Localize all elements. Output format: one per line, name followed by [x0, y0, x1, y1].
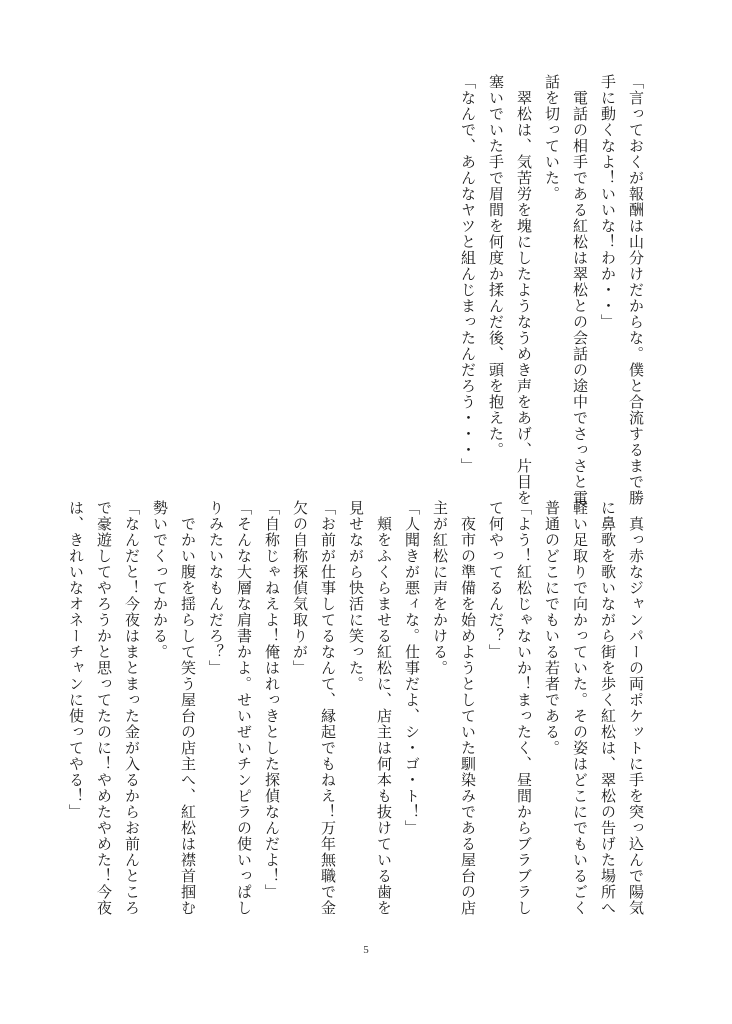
text-line: 欠の自称探偵気取りが」	[291, 500, 309, 676]
text-line: 「そんな大層な肩書かよ。せいぜいチンピラの使いっぱし	[235, 500, 253, 916]
text-line: 頬をふくらませる紅松に、店主は何本も抜けている歯を	[375, 500, 393, 916]
text-line: 真っ赤なジャンパーの両ポケットに手を突っ込んで陽気	[627, 500, 645, 916]
text-line: 電話の相手である紅松は翠松との会話の途中でさっさと電	[571, 74, 589, 506]
text-line: 塞いでいた手で眉間を何度か揉んだ後、頭を抱えた。	[487, 74, 505, 458]
text-line: 軽い足取りで向かっていた。その姿はどこにでもいるごく	[571, 500, 589, 916]
text-block-top	[454, 74, 650, 506]
text-line: 「言っておくが報酬は山分けだからな。僕と合流するまで勝	[627, 74, 645, 506]
text-line: 「お前が仕事してるなんて、縁起でもねえ！万年無職で金	[319, 500, 337, 916]
page-number: 5	[363, 944, 369, 956]
text-line: で豪遊してやろうかと思ってたのに！やめたやめた！今夜	[95, 500, 113, 916]
text-line: りみたいなもんだろ？」	[207, 500, 225, 676]
text-line: 主が紅松に声をかける。	[431, 500, 449, 676]
text-line: 「よう！紅松じゃないか！まったく、昼間からブラブラし	[515, 500, 533, 916]
text-line: て何やってるんだ？」	[487, 500, 505, 660]
text-line: は、きれいなオネーチャンに使ってやる！」	[67, 500, 85, 820]
text-line: 「人聞きが悪ィな。仕事だよ、シ・ゴ・ト！」	[403, 500, 421, 836]
text-line: 話を切っていた。	[543, 74, 561, 202]
text-line: 「なんで、あんなヤツと組んじまったんだろう・・・」	[459, 74, 477, 474]
text-line: 「自称じゃねえよ！俺はれっきとした探偵なんだよ！」	[263, 500, 281, 900]
text-line: 勢いでくってかかる。	[151, 500, 169, 660]
text-line: 手に動くなよ！いいな！わか・・」	[599, 74, 617, 330]
text-line: 「なんだと！今夜はまとまった金が入るからお前んところ	[123, 500, 141, 916]
text-line: でかい腹を揺らして笑う屋台の店主へ、紅松は襟首掴む	[179, 500, 197, 916]
text-line: 翠松は、気苦労を塊にしたようなうめき声をあげ、片目を	[515, 74, 533, 506]
text-block-bottom	[62, 500, 650, 916]
text-line: 夜市の準備を始めようとしていた馴染みである屋台の店	[459, 500, 477, 916]
text-line: に鼻歌を歌いながら街を歩く紅松は、翠松の告げた場所へ	[599, 500, 617, 916]
text-line: 見せながら快活に笑った。	[347, 500, 365, 692]
text-line: 普通のどこにでもいる若者である。	[543, 500, 561, 756]
